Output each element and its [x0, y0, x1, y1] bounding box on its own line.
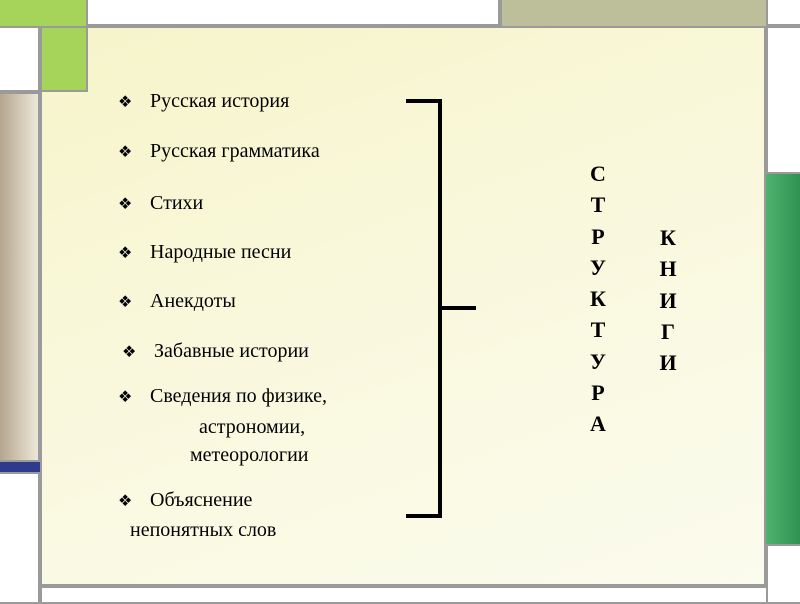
- item-label: непонятных слов: [130, 519, 277, 541]
- item-label: Объяснение: [150, 489, 253, 511]
- diamond-bullet-icon: ❖: [118, 491, 133, 510]
- list-item-history: [118, 90, 289, 113]
- deco-green-right: [766, 174, 800, 544]
- list-item-grammar: [118, 140, 320, 163]
- diamond-bullet-icon: ❖: [118, 142, 133, 161]
- item-label: Анекдоты: [150, 290, 236, 312]
- item-label: Русская грамматика: [150, 140, 320, 162]
- list-item-physics: [118, 385, 327, 408]
- item-label: Народные песни: [150, 241, 292, 263]
- deco-frame-topmid: [86, 0, 500, 26]
- diamond-bullet-icon: ❖: [118, 387, 133, 406]
- item-label: Забавные истории: [154, 340, 309, 362]
- list-item-poems: [118, 192, 203, 215]
- item-label: Стихи: [150, 192, 204, 214]
- list-item-explanation-line2: [130, 519, 276, 542]
- diamond-bullet-icon: ❖: [118, 92, 133, 111]
- deco-green-square: [40, 26, 88, 92]
- diamond-bullet-icon: ❖: [118, 243, 133, 262]
- list-item-anecdotes: [118, 290, 236, 313]
- deco-frame-left-lower: [0, 472, 40, 604]
- deco-frame-bottom: [40, 586, 768, 604]
- deco-frame-left-upper: [0, 26, 40, 92]
- list-item-explanation: [118, 489, 252, 512]
- deco-frame-topcorner: [766, 0, 800, 26]
- item-label: Русская история: [150, 90, 290, 112]
- item-label: Сведения по физике,: [150, 385, 328, 407]
- deco-navy-strip: [0, 462, 40, 472]
- vertical-word-struktura: С Т Р У К Т У Р А: [589, 161, 607, 437]
- list-item-funny-stories: [122, 340, 309, 363]
- diamond-bullet-icon: ❖: [118, 194, 133, 213]
- deco-tan-left: [0, 92, 40, 462]
- deco-frame-right-lower: [766, 544, 800, 604]
- deco-frame-right-upper: [766, 26, 800, 174]
- vertical-word-knigi: К Н И Г И: [659, 225, 677, 376]
- list-item-folk-songs: [118, 241, 291, 264]
- diamond-bullet-icon: ❖: [122, 342, 137, 361]
- list-item-physics-line2: [199, 416, 305, 439]
- list-item-physics-line3: [190, 444, 308, 467]
- item-label: астрономии,: [199, 416, 306, 438]
- diamond-bullet-icon: ❖: [118, 292, 133, 311]
- deco-green-topleft: [0, 0, 86, 26]
- item-label: метеорологии: [190, 444, 309, 466]
